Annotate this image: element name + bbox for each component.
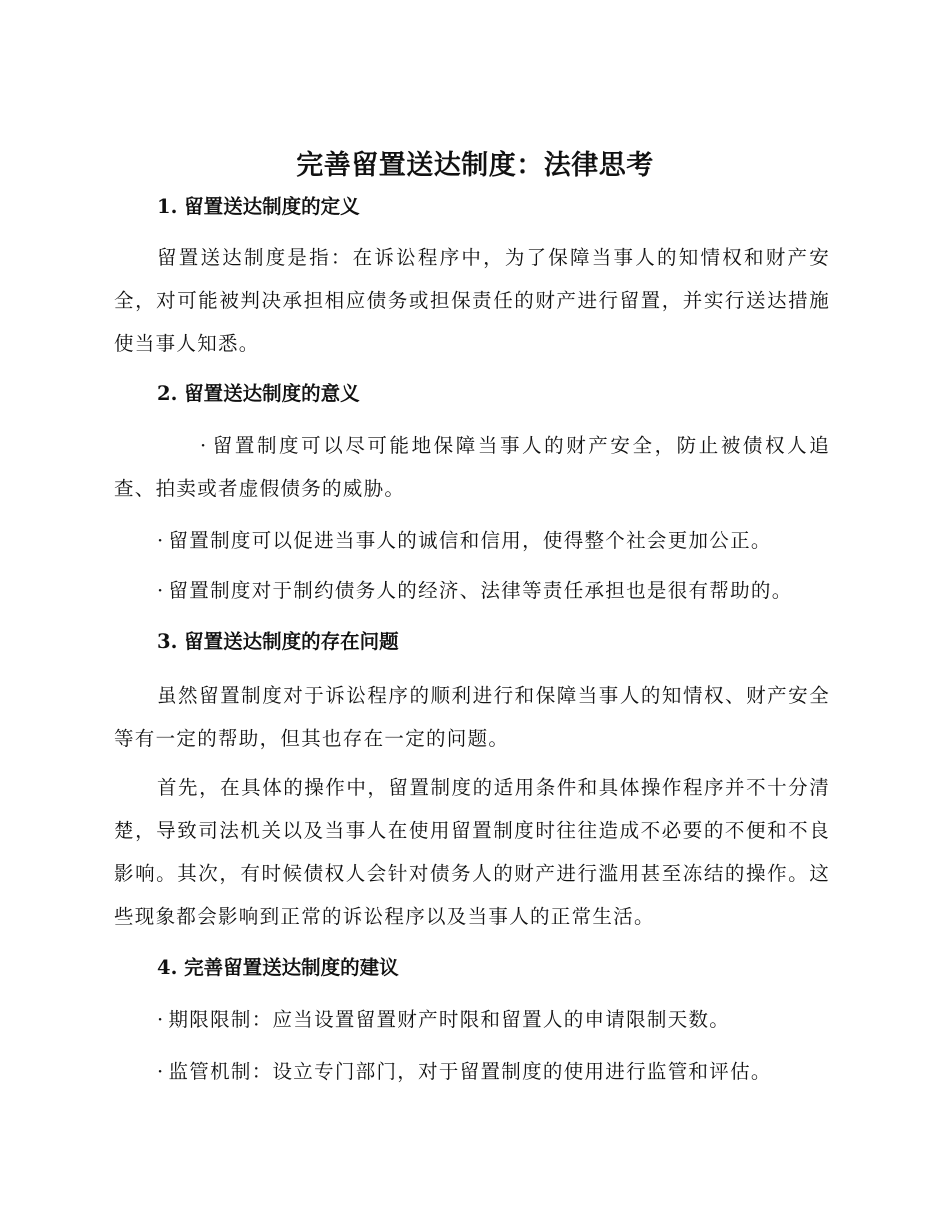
bullet-dot-icon: · (200, 434, 208, 457)
bullet-dot-icon: · (157, 529, 165, 552)
section-heading-problems: 3. 留置送达制度的存在问题 (157, 630, 399, 653)
bullet-text: 留置制度对于制约债务人的经济、法律等责任承担也是很有帮助的。 (168, 579, 793, 602)
bullet-text: 监管机制：设立专门部门，对于留置制度的使用进行监管和评估。 (168, 1060, 772, 1083)
section-heading-definition: 1. 留置送达制度的定义 (157, 195, 360, 218)
section-heading-significance: 2. 留置送达制度的意义 (157, 382, 360, 405)
paragraph-problems-intro: 虽然留置制度对于诉讼程序的顺利进行和保障当事人的知情权、财产安全等有一定的帮助，但其也存在一定的问题。 (114, 684, 830, 750)
bullet-text: 期限限制：应当设置留置财产时限和留置人的申请限制天数。 (168, 1008, 731, 1031)
bullet-item-significance-2 (157, 519, 772, 562)
bullet-item-significance-3 (157, 569, 793, 612)
paragraph-problems-detail: 首先，在具体的操作中，留置制度的适用条件和具体操作程序并不十分清楚，导致司法机关以及当事人在使用留置制度时往往造成不必要的不便和不良影响。其次，有时候债权人会针对债务人的财产进行滥用甚至冻结的操作。这些现象都会影响到正常的诉讼程序以及当事人的正常生活。 (114, 776, 830, 928)
document-title: 完善留置送达制度：法律思考 (296, 150, 654, 181)
bullet-dot-icon: · (157, 1060, 165, 1083)
section-heading-suggestions: 4. 完善留置送达制度的建议 (157, 956, 399, 979)
bullet-dot-icon: · (157, 1008, 165, 1031)
bullet-text: 留置制度可以促进当事人的诚信和信用，使得整个社会更加公正。 (168, 529, 772, 552)
bullet-dot-icon: · (157, 579, 165, 602)
bullet-item-suggestion-1 (157, 998, 730, 1041)
bullet-text: 留置制度可以尽可能地保障当事人的财产安全，防止被债权人追查、拍卖或者虚假债务的威胁。 (114, 434, 830, 500)
bullet-item-significance-1 (114, 424, 830, 510)
bullet-item-suggestion-2 (157, 1050, 772, 1093)
paragraph-definition: 留置送达制度是指：在诉讼程序中，为了保障当事人的知情权和财产安全，对可能被判决承担相应债务或担保责任的财产进行留置，并实行送达措施使当事人知悉。 (114, 246, 830, 355)
